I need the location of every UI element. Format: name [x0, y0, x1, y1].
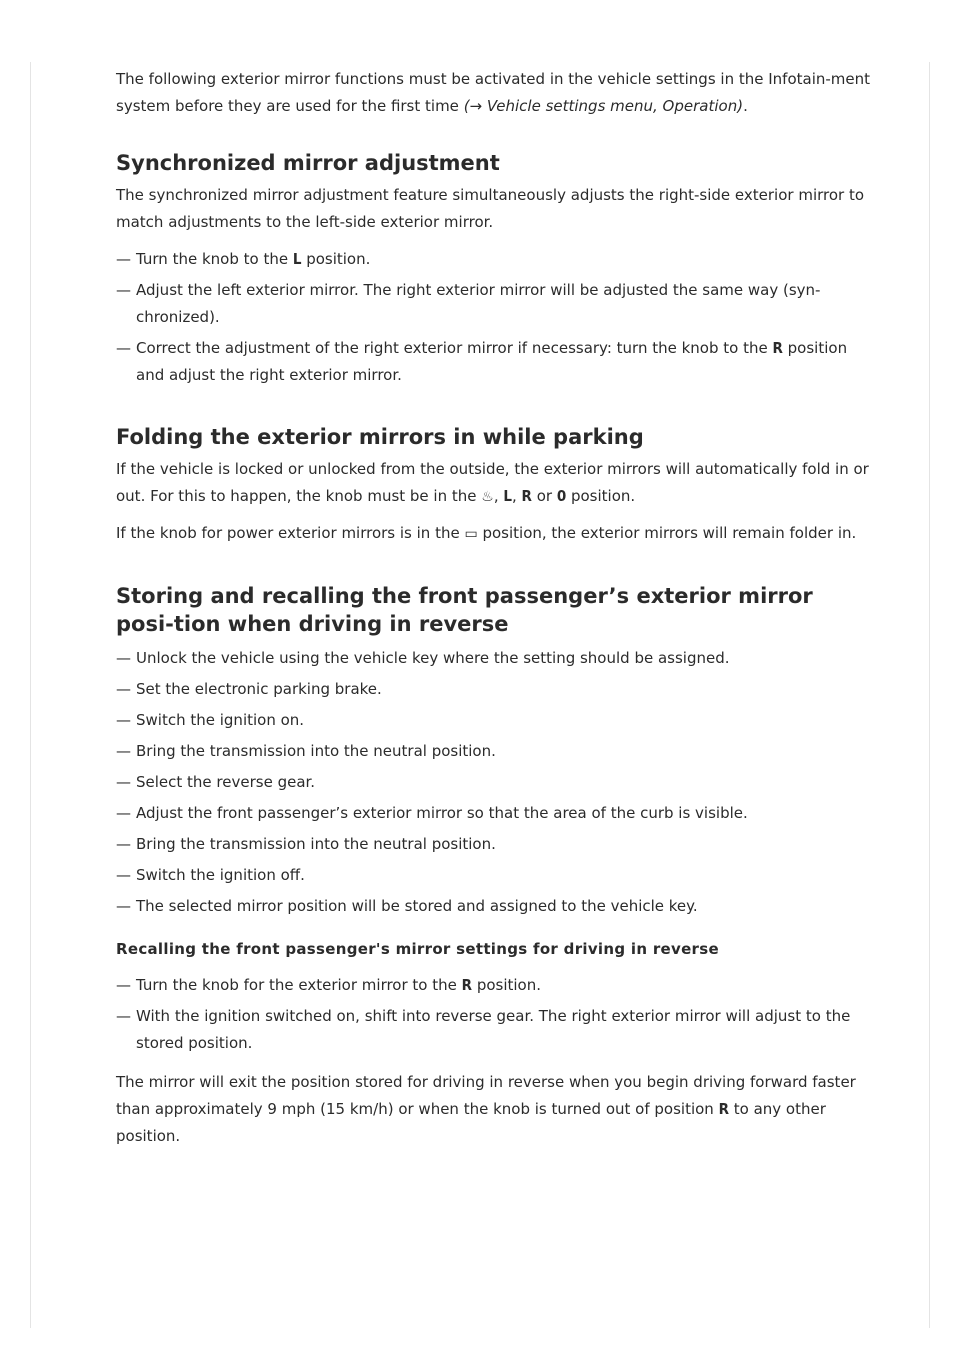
recall-steps	[116, 972, 872, 1057]
list-item: — Select the reverse gear.	[116, 769, 872, 796]
subsection-heading-recall: Recalling the front passenger's mirror settings for driving in reverse	[116, 940, 719, 958]
fold-paragraph-1: If the vehicle is locked or unlocked from the outside, the exterior mirrors will automatically fold in or out. For this to happen, the knob must be in the ♨, L, R or 0 position.	[116, 460, 869, 505]
knob-position-r-icon: R	[772, 339, 783, 357]
fold-paragraph-2: If the knob for power exterior mirrors is in the ▭ position, the exterior mirrors will remain folder in.	[116, 524, 857, 542]
knob-position-r-icon: R	[521, 487, 532, 505]
list-item: — Adjust the left exterior mirror. The right exterior mirror will be adjusted the same way (syn-chronized).	[116, 277, 872, 331]
knob-position-l-icon: L	[503, 487, 512, 505]
section-heading-store: Storing and recalling the front passenger’s exterior mirror posi-tion when driving in reverse	[116, 584, 813, 636]
mirror-fold-icon: ▭	[464, 526, 478, 542]
knob-position-r-icon: R	[718, 1100, 729, 1118]
rear-window-heater-icon: ♨	[481, 489, 494, 505]
section-heading-fold: Folding the exterior mirrors in while parking	[116, 425, 644, 449]
list-item: — Switch the ignition off.	[116, 862, 872, 889]
list-item: — Unlock the vehicle using the vehicle key where the setting should be assigned.	[116, 645, 872, 672]
list-item: — Adjust the front passenger’s exterior mirror so that the area of the curb is visible.	[116, 800, 872, 827]
list-item: — Turn the knob to the L position.	[116, 246, 872, 273]
list-item: — Bring the transmission into the neutral position.	[116, 738, 872, 765]
knob-position-0-icon: 0	[556, 487, 567, 505]
knob-position-l-icon: L	[292, 250, 302, 268]
list-item: — The selected mirror position will be stored and assigned to the vehicle key.	[116, 893, 872, 920]
knob-position-r-icon: R	[461, 976, 473, 994]
list-item: — Set the electronic parking brake.	[116, 676, 872, 703]
page-border-left	[30, 62, 31, 1328]
list-item: — Correct the adjustment of the right exterior mirror if necessary: turn the knob to the R position and adjust the right exterior mirror.	[116, 335, 872, 389]
list-item: — With the ignition switched on, shift into reverse gear. The right exterior mirror will adjust to the stored position.	[116, 1003, 872, 1057]
list-item: — Bring the transmission into the neutral position.	[116, 831, 872, 858]
sync-description: The synchronized mirror adjustment feature simultaneously adjusts the right-side exterior mirror to match adjustments to the left-side exterior mirror.	[116, 186, 865, 231]
cross-reference-link[interactable]: (→ Vehicle settings menu, Operation)	[463, 97, 744, 115]
intro-paragraph: The following exterior mirror functions must be activated in the vehicle settings in the Infotain-ment system before they are used for the first time (→ Vehicle settings menu, Operation).	[116, 70, 871, 115]
section-heading-sync: Synchronized mirror adjustment	[116, 151, 500, 175]
store-steps	[116, 645, 872, 920]
page-border-right	[929, 62, 930, 1328]
list-item: — Switch the ignition on.	[116, 707, 872, 734]
sync-steps	[116, 246, 872, 389]
manual-page	[116, 66, 872, 1150]
list-item: — Turn the knob for the exterior mirror to the R position.	[116, 972, 872, 999]
recall-note: The mirror will exit the position stored for driving in reverse when you begin driving forward faster than approximately 9 mph (15 km/h) or when the knob is turned out of position R to any other position.	[116, 1073, 856, 1145]
